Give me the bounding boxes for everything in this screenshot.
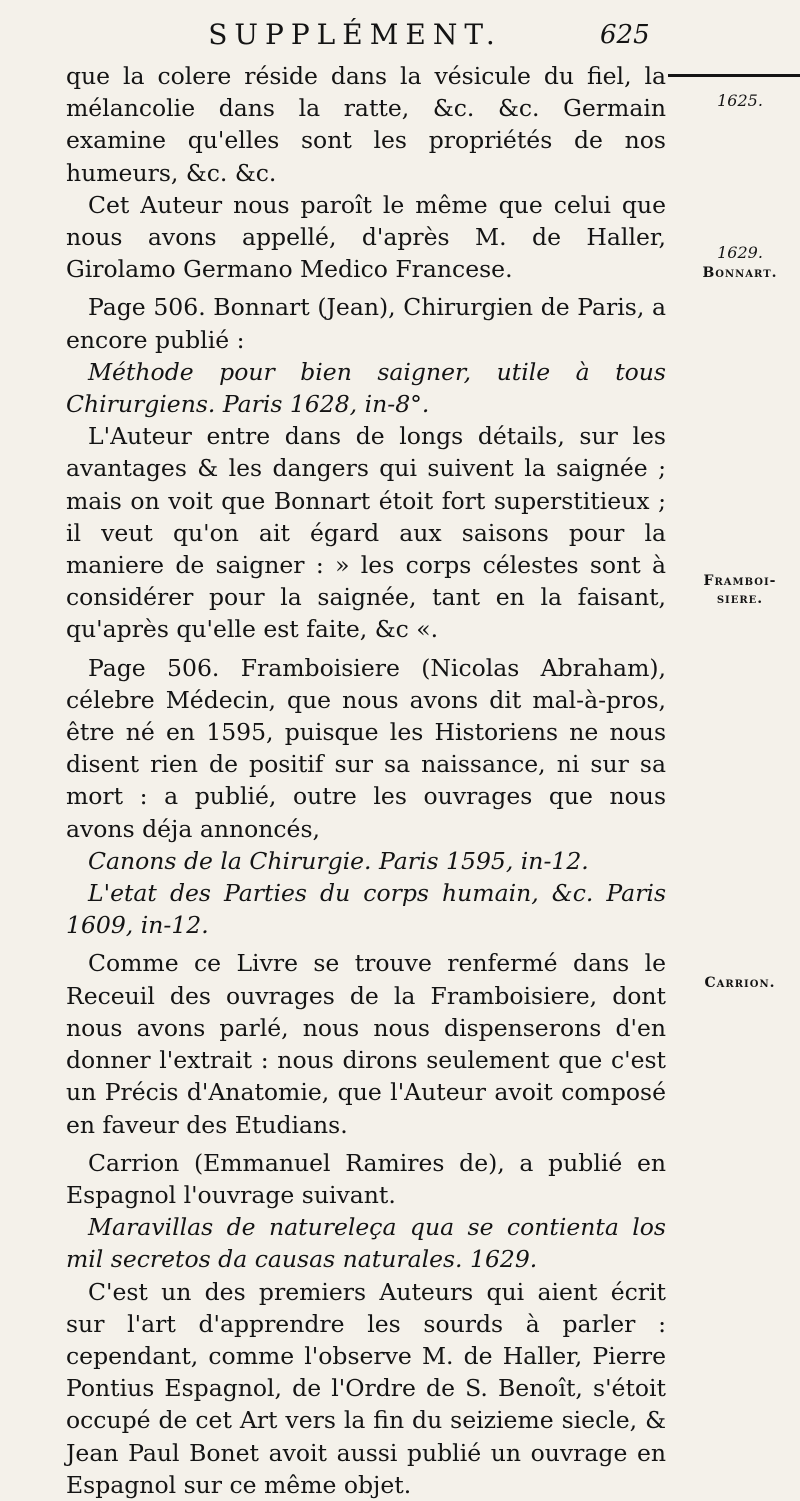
paragraph: que la colere réside dans la vésicule du fiel, la mélancolie dans la ratte, &c. &c. Germain examine qu'elles sont les propriétés de nos humeurs, &c. &c. <box>66 62 666 187</box>
page-header <box>0 18 800 62</box>
paragraph: Page 506. Bonnart (Jean), Chirurgien de Paris, a encore publié : <box>66 293 666 354</box>
page-number: 625 <box>600 20 650 50</box>
paragraph: Carrion (Emmanuel Ramires de), a publié en Espagnol l'ouvrage suivant. <box>66 1148 666 1209</box>
paragraph: C'est un des premiers Auteurs qui aient écrit sur l'art d'apprendre les sourds à parler : cependant, comme l'observe M. de Haller, Pierre Pontius Espagnol, de l'Ordre de S. Benoît, s'étoit occupé de cet Art vers la fin du seizieme siecle, & Jean Paul Bonet avoit aussi publié un ouvrage en Espagnol sur ce même objet. <box>66 1277 666 1499</box>
margin-note-year-1629: 1629. <box>717 243 763 262</box>
paragraph: Page 506. Framboisiere (Nicolas Abraham), célebre Médecin, que nous avons dit mal-à-pros, être né en 1595, puisque les Historiens ne nous disent rien de positif sur sa naissance, ni sur sa mort : a publié, outre les ouvrages que nous avons déja annoncés, <box>66 653 666 843</box>
margin-rule <box>668 74 800 77</box>
running-title: SUPPLÉMENT. <box>208 18 502 51</box>
book-title: Maravillas de natureleça qua se contienta los mil secretos da causas naturales. 1629. <box>66 1213 666 1274</box>
margin-note-framboisiere: Framboi- siere. <box>703 573 777 607</box>
margin-note-year-1625: 1625. <box>717 91 763 110</box>
paragraph: Comme ce Livre se trouve renfermé dans le Receuil des ouvrages de la Framboisiere, dont nous avons parlé, nous nous dispenserons d'en donner l'extrait : nous dirons seulement que c'est un Précis d'Anatomie, que l'Auteur avoit composé en faveur des Etudians. <box>66 949 666 1139</box>
book-title: L'etat des Parties du corps humain, &c. Paris 1609, in-12. <box>66 879 666 940</box>
paragraph: L'Auteur entre dans de longs détails, sur les avantages & les dangers qui suivent la saignée ; mais on voit que Bonnart étoit fort superstitieux ; il veut qu'on ait égard aux saisons pour la maniere de saigner : » les corps célestes sont à considérer pour la saignée, tant en la faisant, qu'après qu'elle est faite, &c «. <box>66 422 666 644</box>
book-title: Méthode pour bien saigner, utile à tous Chirurgiens. Paris 1628, in-8°. <box>66 357 666 419</box>
book-title: Canons de la Chirurgie. Paris 1595, in-12. <box>88 846 589 875</box>
paragraph: Cet Auteur nous paroît le même que celui que nous avons appellé, d'après M. de Haller, Girolamo Germano Medico Francese. <box>66 190 666 284</box>
margin-note-carrion: Carrion. <box>704 975 776 991</box>
margin-note-bonnart: Bonnart. <box>702 265 778 281</box>
body-text <box>66 60 666 1501</box>
